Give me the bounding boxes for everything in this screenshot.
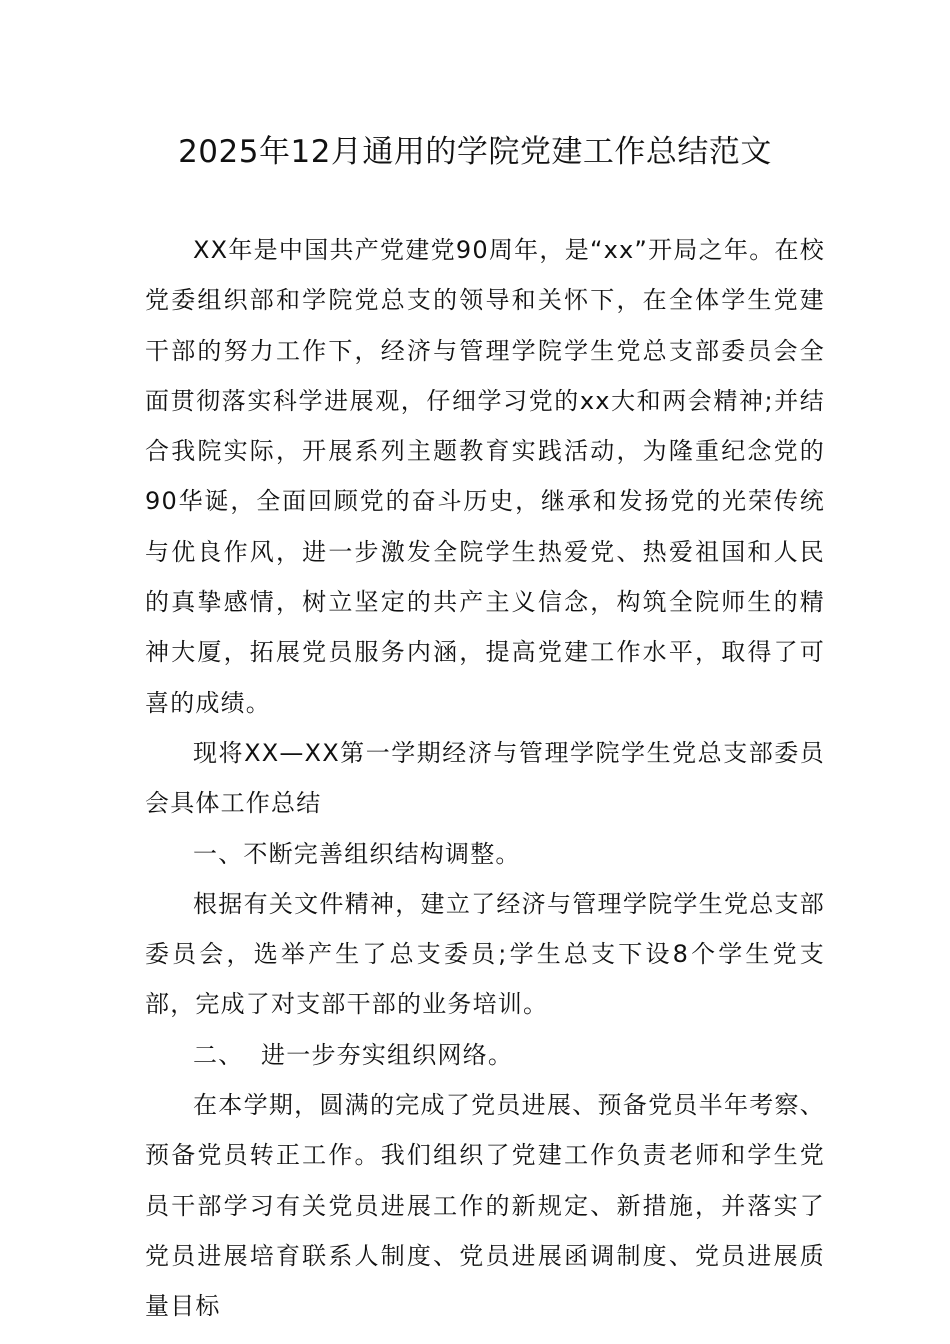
paragraph-intro: XX年是中国共产党建党90周年，是“xx”开局之年。在校党委组织部和学院党总支的领导和关怀下，在全体学生党建干部的努力工作下，经济与管理学院学生党总支部委员会全面贯彻落实科学进展观，仔细学习党的xx大和两会精神;并结合我院实际，开展系列主题教育实践活动，为隆重纪念党的90华诞，全面回顾党的奋斗历史，继承和发扬党的光荣传统与优良作风，进一步激发全院学生热爱党、热爱祖国和人民的真挚感情，树立坚定的共产主义信念，构筑全院师生的精神大厦，拓展党员服务内涵，提高党建工作水平，取得了可喜的成绩。	[145, 236, 825, 717]
section-heading-2: 二、 进一步夯实组织网络。	[193, 1040, 514, 1069]
paragraph-section-1: 根据有关文件精神，建立了经济与管理学院学生党总支部委员会，选举产生了总支委员;学生总支下设8个学生党支部，完成了对支部干部的业务培训。	[145, 889, 825, 1019]
document-title: 2025年12月通用的学院党建工作总结范文	[178, 134, 772, 170]
section-heading-1: 一、不断完善组织结构调整。	[193, 839, 521, 868]
paragraph-section-2: 在本学期，圆满的完成了党员进展、预备党员半年考察、预备党员转正工作。我们组织了党建工作负责老师和学生党员干部学习有关党员进展工作的新规定、新措施，并落实了党员进展培育联系人制度、党员进展函调制度、党员进展质量目标	[145, 1091, 825, 1321]
document-body	[145, 225, 825, 1332]
paragraph-summary-lead: 现将XX—XX第一学期经济与管理学院学生党总支部委员会具体工作总结	[145, 738, 825, 818]
